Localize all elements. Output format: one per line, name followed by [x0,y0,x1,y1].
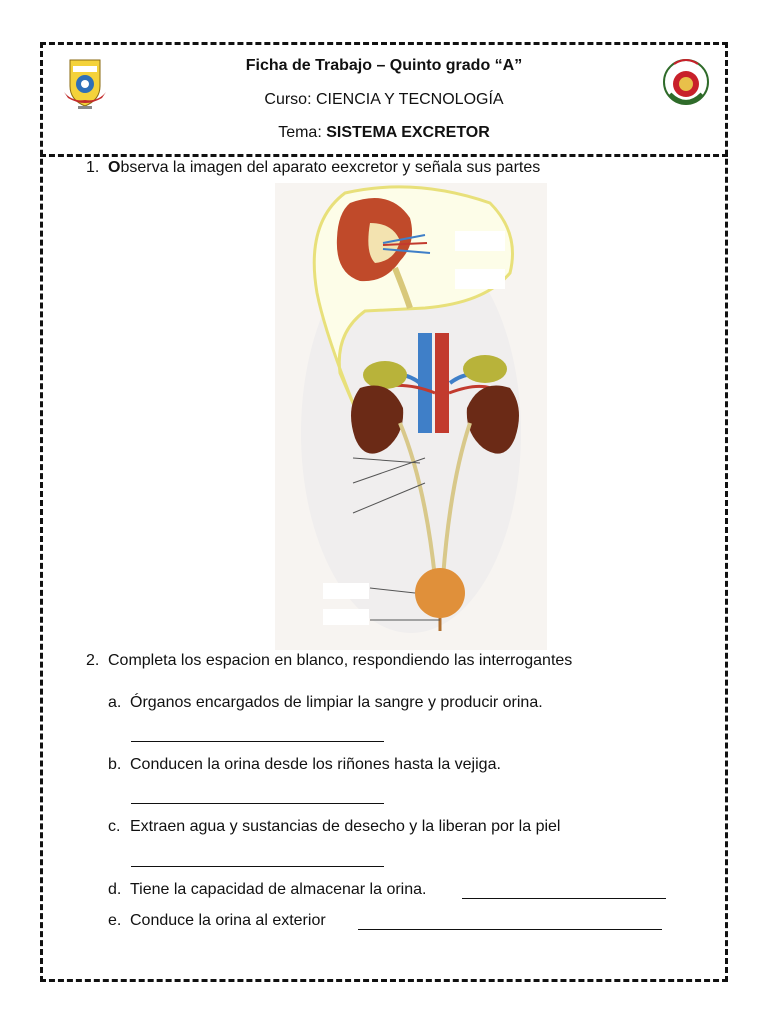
item-letter: b. [108,756,122,773]
worksheet-title: Ficha de Trabajo – Quinto grado “A” [245,57,523,74]
excretory-system-illustration [275,183,547,650]
question-2a [108,694,543,712]
item-letter: a. [108,694,122,711]
header-separator [40,154,728,157]
item-text: Órganos encargados de limpiar la sangre y producir orina. [130,694,543,711]
question-1-text: bserva la imagen del aparato eexcretor y señala sus partes [120,159,541,176]
item-letter: c. [108,818,121,835]
question-1 [86,159,540,177]
question-2-text: Completa los espacion en blanco, respondiendo las interrogantes [108,652,573,669]
item-text: Conducen la orina desde los riñones hasta la vejiga. [130,756,501,773]
course-value: CIENCIA Y TECNOLOGÍA [315,91,504,108]
item-letter: e. [108,912,122,929]
question-1-lead: O [108,159,121,176]
topic-value: SISTEMA EXCRETOR [326,124,490,141]
course-line [120,91,648,109]
answer-blank-c[interactable] [131,866,384,867]
school-logo-icon [62,56,108,112]
army-logo-icon [660,54,712,114]
item-text: Tiene la capacidad de almacenar la orina. [130,881,427,898]
answer-blank-e[interactable] [358,929,662,930]
item-text: Extraen agua y sustancias de desecho y la liberan por la piel [130,818,561,835]
question-2-number: 2. [86,652,100,669]
question-2e [108,912,326,930]
answer-blank-d[interactable] [462,898,666,899]
answer-blank-b[interactable] [131,803,384,804]
question-2 [86,652,572,670]
course-label: Curso: [264,91,312,108]
item-text: Conduce la orina al exterior [130,912,326,929]
topic-line [120,124,648,142]
question-2d [108,881,426,899]
answer-blank-a[interactable] [131,741,384,742]
question-2c [108,818,560,836]
topic-label: Tema: [278,124,322,141]
question-1-number: 1. [86,159,100,176]
item-letter: d. [108,881,122,898]
question-2b [108,756,501,774]
